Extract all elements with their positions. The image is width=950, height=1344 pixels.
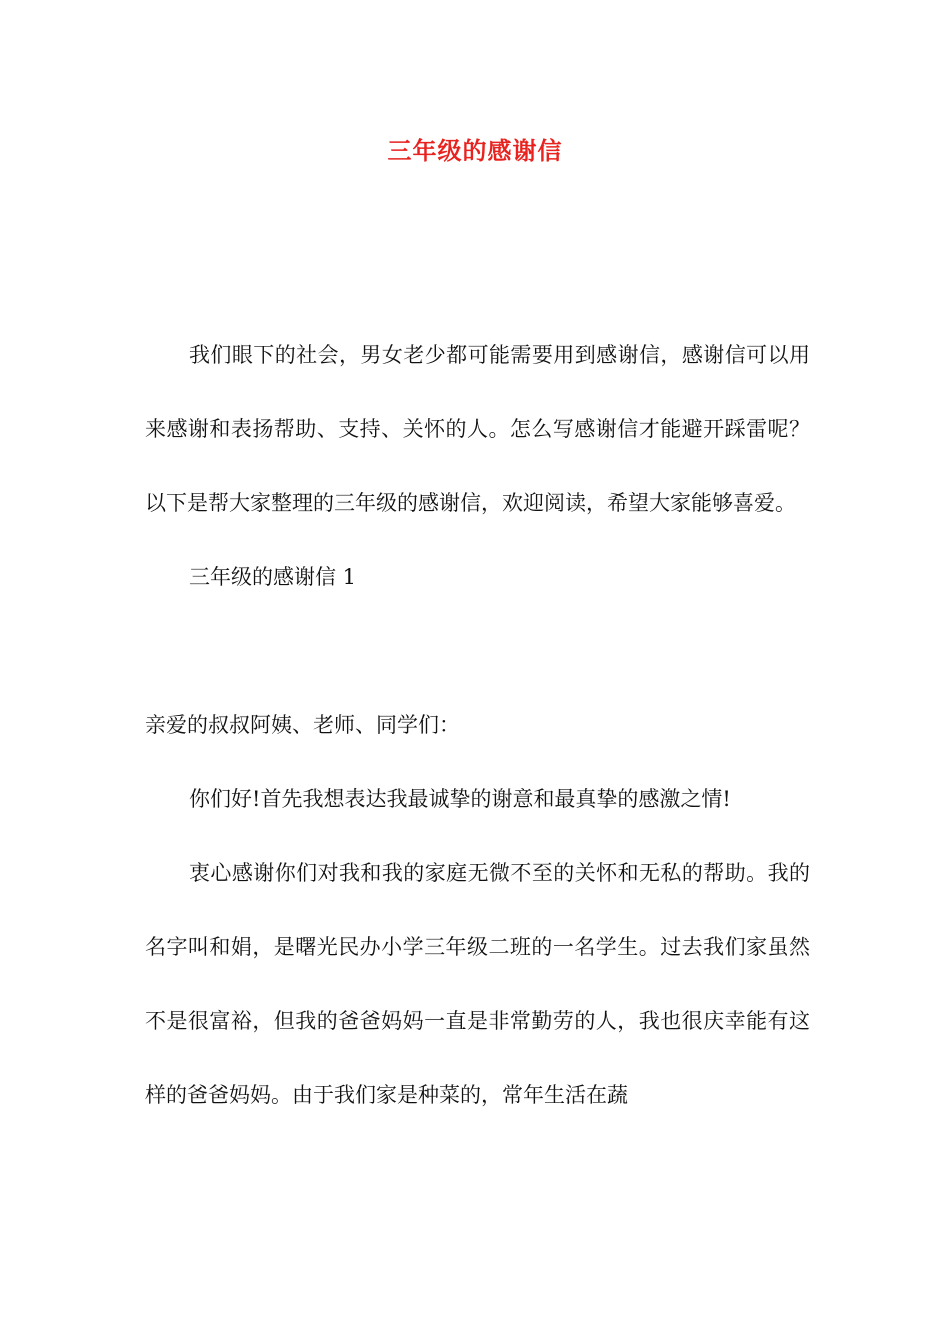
- greeting-paragraph: 你们好!首先我想表达我最诚挚的谢意和最真挚的感激之情!: [189, 787, 731, 811]
- document-body: [145, 318, 810, 1132]
- section-heading: 三年级的感谢信 1: [189, 565, 357, 589]
- blank-line: [145, 614, 810, 688]
- document-title: 三年级的感谢信: [387, 136, 563, 165]
- intro-paragraph: 我们眼下的社会，男女老少都可能需要用到感谢信，感谢信可以用来感谢和表扬帮助、支持、关怀的人。怎么写感谢信才能避开踩雷呢？以下是帮大家整理的三年级的感谢信，欢迎阅读，希望大家能够喜爱。: [145, 343, 810, 515]
- salutation: 亲爱的叔叔阿姨、老师、同学们：: [145, 713, 460, 737]
- body-paragraph: 衷心感谢你们对我和我的家庭无微不至的关怀和无私的帮助。我的名字叫和娟，是曙光民办小学三年级二班的一名学生。过去我们家虽然不是很富裕，但我的爸爸妈妈一直是非常勤劳的人，我也很庆幸能有这样的爸爸妈妈。由于我们家是种菜的，常年生活在蔬: [145, 861, 810, 1107]
